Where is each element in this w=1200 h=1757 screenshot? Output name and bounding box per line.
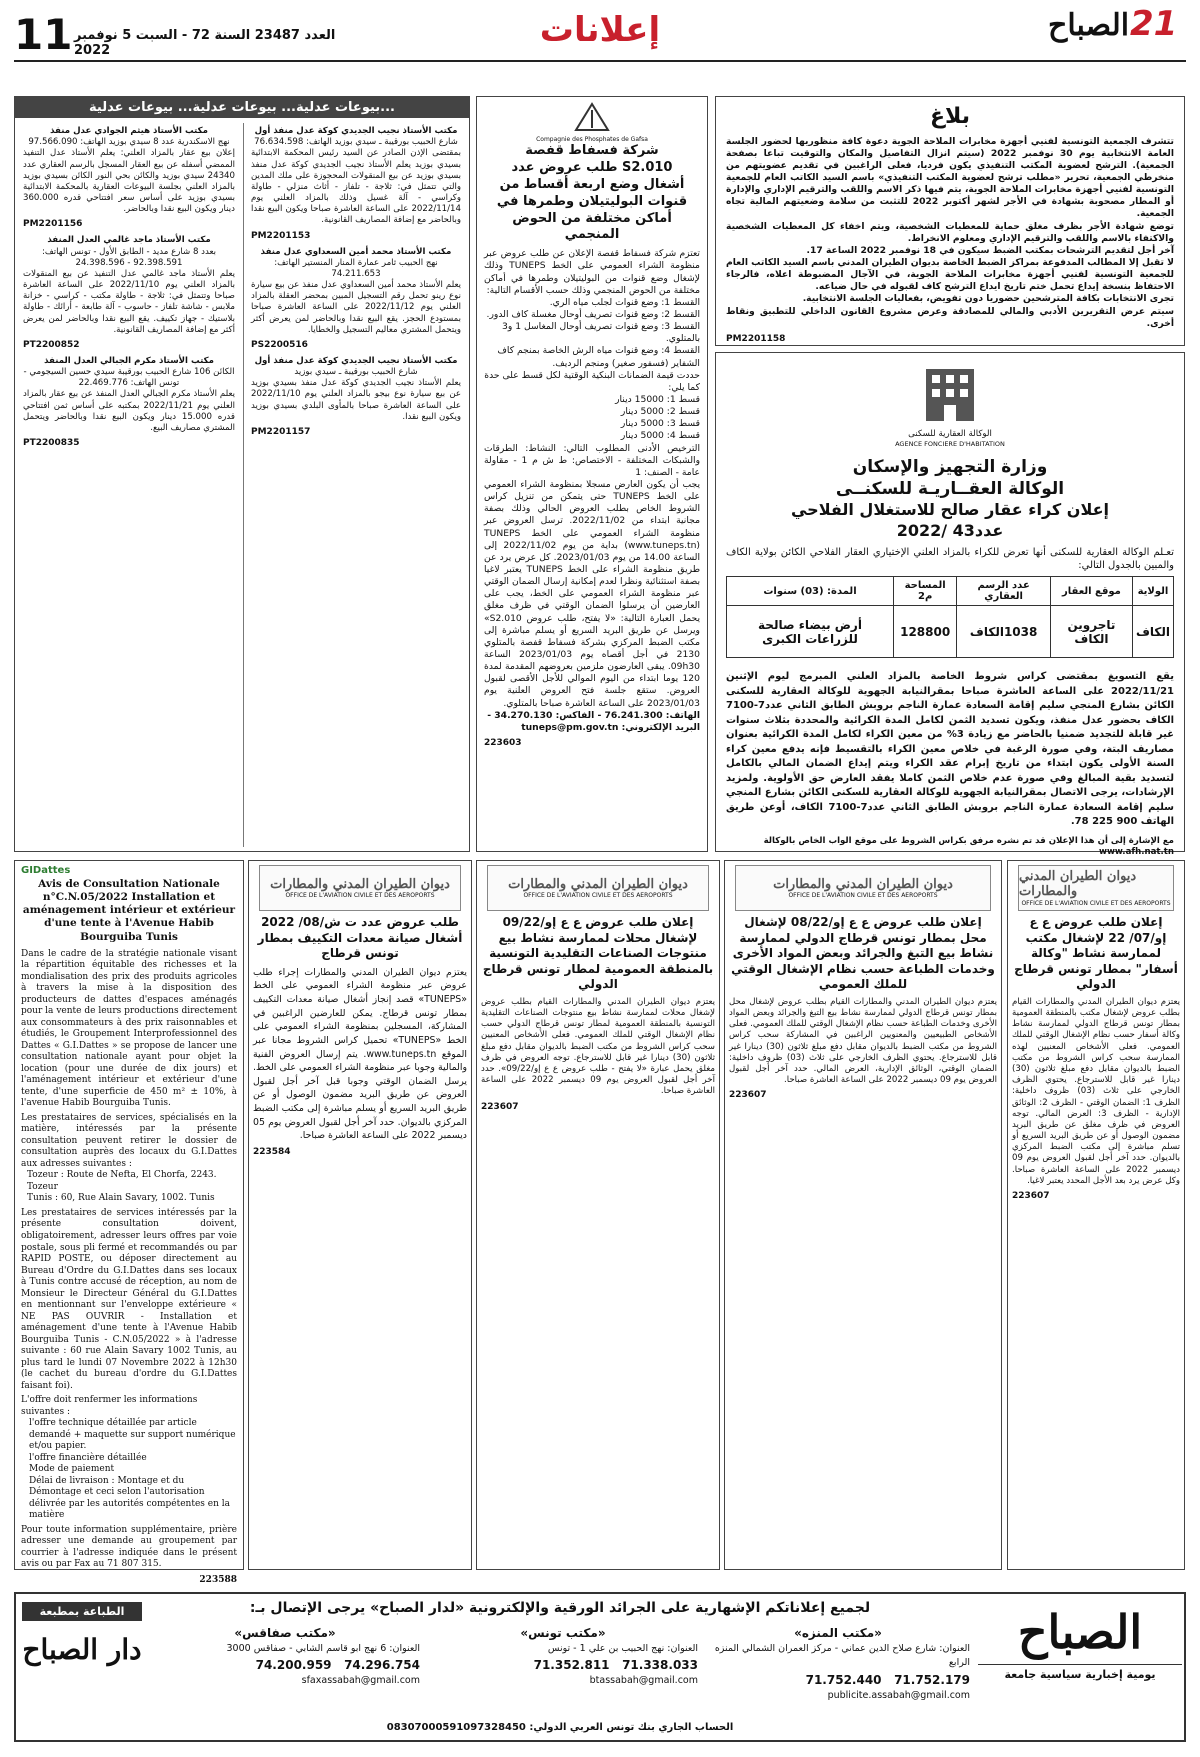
header-rule — [14, 60, 1186, 62]
gidattes-item: l'offre technique détaillée par article demandé + maquette sur support numérique et/ou papier. — [29, 1418, 236, 1452]
footer-brand-sub: يومية إخبارية سياسية جامعة — [978, 1664, 1182, 1681]
footer-print-label: الطباعة بمطبعة — [22, 1602, 142, 1621]
office-address: العنوان: 6 نهج ابو قاسم الشابي - صفاقس 3000 — [226, 1643, 420, 1654]
judicial-text: يعلم الأستاذ محمد أمين السعداوي عدل منفذ عن بيع سيارة نوع رينو تحمل رقم التسجيل المبين بمحضر العقلة بالمزاد العلني يوم 2022/11/12 على الساعة العاشرة صباحا بمستودع الحجز. يقع البيع نقدا وبالحاضر لمن يعرض أكثر ويتحمل المشتري معاليم التسجيل والخطايا. — [251, 280, 461, 335]
oaca-logo-ar: ديوان الطيران المدني والمطارات — [270, 876, 450, 892]
gidattes-notice — [14, 860, 244, 1585]
table-header: موقع العقار — [1050, 577, 1132, 606]
guarantee-item: قسط 2: 5000 دينار — [620, 406, 700, 418]
oaca-ad-2 — [724, 860, 1002, 1570]
judicial-addr: بعدد 8 شارع مديد - الطابق الأول - تونس الهاتف: 92.398.591 - 24.398.596 — [41, 246, 217, 268]
gidattes-item: Délai de livraison : Montage et du Démontage et ceci selon l'autorisation délivrée par les autorités compétentes en la matière — [29, 1475, 230, 1521]
lot-item: القسط 4: وضع قنوات مياه الرش الخاصة بمنجم كاف الشفاير (فسفور صغير) ومنجم الرديف. — [497, 345, 700, 369]
ad-ref: PM2201153 — [251, 230, 311, 241]
page-header — [0, 0, 1200, 62]
oaca-text: يعتزم ديوان الطيران المدني والمطارات إجراء طلب عروض عبر منظومة الشراء العمومي على الخط «TUNEPS» قصد إنجاز أشغال صيانة معدات التكييف بمطار تونس قرطاج. يمكن للعارضين الراغبين في المشاركة، المسجلين بمنظومة الشراء العمومي على الخط «TUNEPS» تحميل كراس الشروط مجانا عبر الموقع www.tuneps.tn. يتم إرسال العروض الفنية والمالية وجوبا عبر منظومة الشراء العمومي على الخط. يرسل الضمان الوقتي وجوبا قبل آخر أجل لقبول العروض عن طريق البريد مضمون الوصول أو عن طريق البريد السريع أو يسلم مباشرة إلى مكتب الضبط المركزي بالديوان. حدد آخر أجل لقبول العروض يوم 05 ديسمبر 2022 على الساعة العاشرة صباحا. — [253, 966, 467, 1142]
cpg-title: أشغال وضع اربعة أقساط من قنوات البوليتيلان وطمرها في أماكن مختلفة من الحوض المنجمي — [496, 176, 688, 243]
ad-ref: PS2200516 — [251, 339, 308, 350]
announcement-bullets — [726, 221, 1174, 330]
lot-item: القسط 2: وضع قنوات تصريف أوحال مغسلة كاف الدور. — [486, 309, 700, 321]
office-phone: 74.296.754 — [344, 1658, 420, 1673]
ad-ref: PM2201158 — [726, 333, 786, 344]
ad-ref: 223588 — [199, 1574, 237, 1585]
ad-ref: PT2200835 — [23, 438, 80, 449]
office-phones — [428, 1656, 698, 1674]
footer — [14, 1592, 1186, 1742]
oaca-logo — [735, 865, 991, 911]
oaca-title: إعلان طلب عروض ع ع إو/09/22 لإشغال محلات لممارسة نشاط بيع منتوجات الصناعات التقليدية التونسية بالمنطقة العمومية لمطار تونس قرطاج الدولي — [482, 915, 714, 992]
agency-name: الوكالة العقــاريـة للسكنــى — [835, 479, 1065, 500]
judicial-addr: شارع الحبيب بورقيبة ـ سيدي بوزيد الهاتف: 76.634.598 — [254, 137, 458, 148]
office-phones — [706, 1671, 970, 1689]
judicial-item — [251, 247, 461, 350]
ad-ref: 223607 — [481, 1101, 519, 1112]
brand-logo — [1010, 4, 1186, 56]
guarantee-item: قسط 4: 5000 دينار — [620, 430, 700, 442]
oaca-ad-4 — [248, 860, 472, 1570]
judicial-item — [251, 356, 461, 437]
judicial-head: مكتب الأستاذ ماجد غالمي العدل المنفذ — [47, 235, 211, 246]
ad-ref: PM2201156 — [23, 219, 83, 230]
notice-footer-text: مع الإشارة إلى أن هذا الإعلان قد تم نشره مرفق بكراس الشروط على موقع الواب الخاص بالوكالة — [763, 835, 1174, 846]
bullet: توضع شهادة الأجر بظرف مغلق حماية للمعطيات الشخصية، ويتم اخفاء كل المعطيات الشخصية والاكتفاء بالاسم واللقب والترقيم الإداري ومعلوم الانخراط. — [726, 220, 1174, 244]
gidattes-title: Avis de Consultation Nationale n°C.N.05/2022 Installation et aménagement intérieur et extérieur d'une tente à l'Avenue Habib Bourguiba Tunis — [22, 878, 236, 943]
notice-body: يقع التسويغ بمقتضى كراس شروط الخاصة بالمزاد العلني المبرمج ليوم الإثنين 2022/11/21 على الساعة العاشرة صباحا بمقرالنيابة الجهوية للوكالة العقارية للسكنى الكائن بشارع المنجي سليم إقامة السعادة عمارة الناجم بروبش الطابق الثاني عدد7-7100 الكاف بحضور عدل منفذ، ويكون تسديد الثمن لكامل المدة الكرائية والمحددة بثلاث سنوات غير قابلة للتجديد ضمنيا بالحاضر مع زيادة 3% من معين الكراء لكامل المدة الكرائية بعنوان مصاريف البتة، وفي صورة الرغبة في خلاص معين الكراء بالتقسيط فإنه يدفع معين كراء السنة الأولى يكون ابتداء من تاريخ إبرام عقد الكراء ويتم إيداع الضمان المالي بالكامل لتسديد بقية المبالغ وفي صورة عدم خلاص الثمن كاملا يفقد العارض حق الأولوية. ولمزيد الإرشادات، يرجى الاتصال بمقرالنيابة الجهوية للوكالة العقارية للسكنى الكائن بشارع المنجي سليم إقامة السعادة عمارة الناجم بروبش الطابق الثاني عدد7-7100 الكاف، أوعن طريق الهاتف 900 225 78. — [726, 671, 1174, 828]
office-phones — [150, 1656, 420, 1674]
judicial-item — [23, 126, 235, 229]
agency-logo-label: الوكالة العقارية للسكنى — [908, 429, 992, 439]
office-phone: 71.752.440 — [805, 1672, 882, 1687]
cpg-logo-icon — [574, 102, 610, 132]
judicial-head: مكتب الأستاذ نجيب الجديدي كوكة عدل منفذ أول — [254, 126, 458, 136]
judicial-item — [23, 356, 235, 448]
agency-logo — [910, 365, 990, 429]
oaca-logo-ar: ديوان الطيران المدني والمطارات — [1019, 868, 1137, 900]
page-number: 11 — [14, 10, 73, 59]
table-cell: الكاف — [1132, 606, 1173, 658]
gidattes-item: l'offre financière détaillée — [29, 1452, 147, 1463]
judicial-sales — [14, 96, 470, 852]
office-name: «مكتب تونس» — [520, 1626, 606, 1640]
gidattes-para3: Les prestataires de services intéressés par la présente consultation doivent, obligatoirement, adresser leurs offres par voie postale, sous pli fermé et recommandés ou par RAPID POSTE, ou déposer directement au Bureau d'Ordre du G.I.Dattes dans ses locaux à Tunis contre accusé de réception, au nom de Monsieur le Directeur Général du G.I.Dattes en mentionnant sur l'enveloppe extérieure « NE PAS OUVRIR - Installation et aménagement d'une tente à l'Avenue Habib Bourguiba Tunis - C.N.05/2022 » à l'adresse suivante : 60 rue Alain Savary 1002 Tunis, au plus tard le lundi 07 Novembre 2022 à 12h30 (le cachet du bureau d'ordre du G.I.Dattes faisant foi). — [21, 1207, 237, 1391]
oaca-logo — [487, 865, 709, 911]
notice-title: إعلان كراء عقار صالح للاستغلال الفلاحي — [790, 500, 1110, 520]
judicial-head: مكتب الأستاذ هيثم الجوادي عدل منفذ — [50, 126, 208, 136]
gidattes-address: Tozeur : Route de Nefta, El Chorfa, 2243. Tozeur — [27, 1170, 217, 1192]
bullet: آخر أجل لتقديم الترشحات بمكتب الضبط سيكون في 18 نوفمبر 2022 الساعة 17. — [806, 244, 1174, 256]
judicial-addr: شارع الحبيب بورقيبة ـ سيدي بوزيد — [294, 367, 418, 378]
notice-intro: تعـلم الوكالة العقارية للسكنى أنها تعرض للكراء بالمزاد العلني الإختياري العقار الفلاحي الكائن بولاية الكاف والمبين بالجدول التالي: — [726, 546, 1174, 572]
ad-ref: 223603 — [484, 737, 522, 748]
oaca-logo — [1018, 865, 1174, 911]
judicial-text: يعلم الأستاذ ماجد غالمي عدل التنفيذ عن بيع المنقولات بالمزاد العلني يوم 2022/11/10 على الساعة العاشرة صباحا وتتمثل في: ثلاجة - طاولة مكتب - كراسي - خزانة ملابس - شاشة تلفاز - حاسوب - آلة طابعة - أرائك - طاولة بلاستيك - جهاز تكييف. يقع البيع نقدا وبالحاضر لمن يعرض أكثر مع إضافة المصاريف القانونية. — [23, 268, 235, 335]
judicial-col-left — [19, 123, 239, 847]
oaca-title: إعلان طلب عروض ع ع إو/08/22 لإشغال محل بمطار تونس قرطاج الدولي لممارسة نشاط بيع التبغ والجرائد وبعض المواد الأخرى وخدمات الطباعة حسب نظام الإشغال الوقتي للملك العمومي — [731, 915, 995, 992]
footer-print — [22, 1602, 142, 1732]
footer-office-tunis — [428, 1624, 698, 1736]
judicial-item — [251, 126, 461, 241]
guarantee-item: قسط 1: 15000 دينار — [615, 394, 700, 406]
table-header: المدة: (03) سنوات — [727, 577, 894, 606]
oaca-text: يعتزم ديوان الطيران المدني والمطارات القيام بطلب عروض لإشغال محلات لممارسة نشاط بيع منتوجات الصناعات التقليدية التونسية بالمنطقة العمومية لمطار تونس قرطاج الدولي حسب نظام الإشغال الوقتي للملك العمومي. فعلى الأشخاص المعنيين سحب كراس الشروط من مكتب الضبط بالديوان مقابل دفع مبلغ ثلاثون (30) دينارا غير قابل للاسترجاع. توجه العروض في ظرف مغلق يحمل عبارة «لا يفتح - طلب عروض ع ع إو/09/22». حدد آخر أجل لقبول العروض يوم 09 ديسمبر 2022 على الساعة العاشرة صباحا. — [481, 996, 716, 1097]
table-cell: أرض بيضاء صالحة للزراعات الكبرى — [727, 606, 894, 658]
oaca-logo — [259, 865, 461, 911]
judicial-text: بمقتضى الإذن الصادر عن السيد رئيس المحكمة الابتدائية بسيدي بوزيد يعلم الأستاذ نجيب الجديدي كوكة عدل منفذ بسيدي بوزيد عن بيع المنقولات المحجوزة على ملك المدين والتي تتمثل في: ثلاجة - تلفاز - أثاث منزلي - طاولة وكراسي - آلة غسيل وذلك بالمزاد العلني يوم 2022/11/14 على الساعة العاشرة صباحا ويكون البيع نقدا وبالحاضر مع إضافة المصاريف القانونية. — [251, 148, 461, 226]
judicial-band: بيوعات عدلية... بيوعات عدلية... بيوعات عدلية... — [15, 97, 469, 118]
building-icon — [920, 365, 980, 425]
office-phone: 71.338.033 — [622, 1658, 698, 1673]
oaca-ad-1 — [1007, 860, 1185, 1570]
bullet: لا تقبل إلا المطالب المدفوعة بمراكز الضبط الخاصة بديوان الطيران المدني باسم السيد الكاتب العام للجمعية التونسية لفنيي أجهزة مخابرات الملاحة الجوية، في الآجال المضبوطة اعلاه، فالرجاء الاحتفاظ بنسخة إيداع تحمل ختم تاريخ ايداع الترشح كاف لقبوله في حال ضياعه. — [726, 257, 1174, 293]
footer-bank: الحساب الجاري بنك تونس العربي الدولي: 08307000591097328450 — [386, 1722, 734, 1733]
table-header: الولاية — [1132, 577, 1173, 606]
office-email[interactable]: publicite.assabah@gmail.com — [827, 1689, 970, 1701]
gidattes-address: Tunis : 60, Rue Alain Savary, 1002. Tunis — [27, 1193, 215, 1204]
office-name: «مكتب صفاقس» — [234, 1626, 336, 1640]
property-table — [726, 576, 1174, 658]
oaca-title: طلب عروض عدد ت ش/08/ 2022 أشغال صيانة معدات التكييف بمطار تونس قرطاج — [257, 915, 463, 961]
judicial-text: يعلم الأستاذ مكرم الجبالي العدل المنفذ عن بيع عقار بالمزاد العلني يوم 2022/11/21 بمكتبه على أساس ثمن افتتاحي قدره 15.000 دينار ويكون البيع نقدا وبالحاضر ويتحمل المشتري مصاريف البيع. — [23, 389, 235, 433]
guarantee-item: قسط 3: 5000 دينار — [620, 418, 700, 430]
judicial-divider — [243, 123, 244, 847]
oaca-logo-fr: OFFICE DE L'AVIATION CIVILE ET DES AEROPORTS — [788, 892, 938, 900]
notice-number: عدد43 /2022 — [896, 521, 1004, 541]
gidattes-para1: Dans le cadre de la stratégie nationale visant la répartition équitable des richesses et la mondialisation des prix des produits agricoles à travers la mise à la disposition des producteurs de dattes d'espaces aménagés pour la vente de leurs productions directement aux consommateurs à des prix raisonnables et étudiés, le Groupement Interprofessionnel des Dattes « G.I.Dattes » se propose de lancer une consultation nationale ayant pour objet la location (pour une durée de dix jours) et l'aménagement intérieur et extérieur d'une tente, d'une superficie de 450 m² ± 10%, à l'avenue Habib Bourguiba Tunis. — [21, 948, 237, 1109]
table-cell: 1038الكاف — [957, 606, 1051, 658]
announcement-box — [715, 96, 1185, 346]
office-address: العنوان: شارع صلاح الدين عماني - مركز العمران الشمالي المنزه الرابع — [714, 1643, 970, 1669]
footer-office-menzah — [706, 1624, 970, 1736]
gidattes-para5: Pour toute information supplémentaire, prière adresser une demande au groupement par courrier à l'adresse indiquée dans le présent avis ou par Fax au 71 807 315. — [21, 1524, 237, 1570]
footer-office-sfax — [150, 1624, 420, 1736]
judicial-head: مكتب الأستاذ نجيب الجديدي كوكة عدل منفذ أول — [254, 355, 458, 366]
table-cell: 128800 — [894, 606, 957, 658]
gidattes-logo: GIDattes — [21, 865, 71, 876]
office-phone: 74.200.959 — [255, 1658, 332, 1673]
bullet: سيتم عرض التقريرين الأدبي والمالي للمصادقة وعرض مشروع القانون الداخلي للتطبيق ونقاط أخرى. — [726, 305, 1174, 329]
ad-ref: 223607 — [729, 1090, 767, 1101]
gidattes-para4: L'offre doit renfermer les informations suivantes : — [21, 1395, 198, 1417]
office-email[interactable]: sfaxassabah@gmail.com — [301, 1675, 420, 1687]
office-phone: 71.352.811 — [533, 1658, 610, 1673]
cpg-logo-label: Compagnie des Phosphates de Gafsa — [536, 136, 648, 143]
office-address: العنوان: نهج الحبيب بن علي 1 - تونس — [547, 1643, 698, 1654]
oaca-logo-ar: ديوان الطيران المدني والمطارات — [508, 876, 688, 892]
office-email[interactable]: btassabah@gmail.com — [589, 1675, 698, 1687]
notice-footer — [726, 836, 1174, 858]
footer-brand — [978, 1600, 1182, 1736]
ad-ref: 223607 — [1012, 1190, 1050, 1201]
cpg-body: يجب أن يكون العارض مسجلا بمنظومة الشراء العمومي على الخط TUNEPS حتى يتمكن من تنزيل كراس الشروط الخاص بطلب العروض الحالي وذلك بصفة مجانية ابتداء من 2022/11/02. ترسل العروض عبر منظومة الشراء العمومي على الخط TUNEPS (www.tuneps.tn) بداية من يوم 2022/11/02 إلى الساعة 14.00 من يوم 2023/01/03. كل عرض يرد عن طريق منظومة الشراء على الخط TUNEPS يعتبر لاغيا بصفة استثنائية ونظرا لعدم إمكانية إرسال الضمان الوقتي عبر منظومة الشراء العمومي على الخط، يجب على العارضين أن يرسلوا الضمان الوقتي في ظرف مغلق يحمل العبارة التالية: «لا يفتح، طلب عروض S2.010» ويرسل عن طريق البريد السريع أو يسلم مباشرة إلى مكتب الضبط المركزي بشركة فسفاط قفصة بالمتلوي 2130 في أجل أقصاه يوم 2023/01/03 الساعة 09h30. يبقى العارضون ملزمين بعروضهم المقدمة لمدة 120 يوما ابتداء من اليوم الموالي للأجل الأقصى لقبول العروض. ستقع جلسة فتح العروض العلنية يوم 2023/01/03 على الساعة العاشرة صباحا بالمتلوي. — [484, 479, 701, 709]
afh-notice — [715, 352, 1185, 857]
ad-ref: PM2201157 — [251, 426, 311, 437]
cpg-guarantee-intro: حددت قيمة الضمانات البنكية الوقتية لكل قسط على حدة كما يلي: — [484, 369, 700, 393]
oaca-text: يعتزم ديوان الطيران المدني والمطارات القيام بطلب عروض لإشغال مكتب بالمنطقة العمومية بمطار تونس قرطاج الدولي لممارسة نشاط وكالة أسفار حسب نظام الإشغال الوقتي للملك العمومي. فعلى الأشخاص المعنيين لهذه الممارسة سحب كراس الشروط من مكتب الضبط بالديوان مقابل دفع مبلغ ثلاثون (30) دينارا غير قابل للاسترجاع. يحتوي الظرف الخارجي على ثلاث (03) ظروف داخلية: الظرف 1: الضمان الوقتي - الظرف 2: الوثائق الإدارية - الظرف 3: العرض المالي. توجه العروض في ظرف مغلق عن طريق البريد مضمون الوصول أو عن طريق البريد السريع أو تسلم مباشرة إلى مكتب الضبط المركزي بالديوان. حدد آخر أجل لقبول العروض يوم 09 ديسمبر 2022 على الساعة العاشرة صباحا. وكل عرض يرد بعد الأجل المحدد يعتبر لاغيا. — [1012, 996, 1181, 1186]
cpg-contact: الهاتف: 76.241.300 - الفاكس: 34.270.130 - البريد الإلكتروني: tuneps@pm.gov.tn — [487, 709, 700, 733]
judicial-addr: الكائن 106 شارع الحبيب بورقيبة سيدي حسين السيجومي - تونس الهاتف: 22.469.776 — [23, 367, 235, 389]
agency-website[interactable]: www.afh.nat.tn — [1099, 847, 1174, 857]
lot-item: القسط 3: وضع قنوات تصريف أوحال المغاسل 1 و3 بالمتلوي. — [502, 321, 700, 345]
office-phone: 71.752.179 — [894, 1672, 970, 1687]
bullet: تجرى الانتخابات بكافة المترشحين حضوريا دون تفويض، بفعاليات الجلسة الانتخابية. — [802, 293, 1174, 305]
judicial-head: مكتب الأستاذ محمد أمين السعداوي عدل منفذ — [260, 246, 452, 257]
cpg-licence: الترخيص الأدنى المطلوب التالي: النشاط: الطرقات والشبكات المختلفة - الاختصاص: ط ش م 1 - مقاولة عامة - الصنف: 1 — [484, 442, 701, 478]
cpg-lots — [484, 297, 700, 370]
cpg-company: شركة فسفاط قفصة — [525, 143, 659, 158]
cpg-notice — [476, 96, 708, 852]
logo-number: 21 — [1130, 4, 1178, 44]
oaca-logo-ar: ديوان الطيران المدني والمطارات — [773, 876, 953, 892]
judicial-addr: نهج الاسكندرية عدد 8 سيدي بوزيد الهاتف: 97.566.090 — [28, 137, 230, 148]
table-cell: تاجروين الكاف — [1050, 606, 1132, 658]
cpg-intro: تعتزم شركة فسفاط قفصة الإعلان عن طلب عروض عبر منظومة الشراء العمومي على الخط TUNEPS وذلك لإشغال وضع قنوات من البوليتيلان وطمرها في أماكن مختلفة من الحوض المنجمي وذلك حسب الأقسام التالية: — [484, 248, 700, 296]
footer-print-brand: دار الصباح — [22, 1633, 142, 1666]
oaca-title: إعلان طلب عروض ع ع إو/07/ 22 لإشغال مكتب لممارسة نشاط "وكالة أسفار" بمطار تونس قرطاج الدولي — [1014, 915, 1178, 992]
lot-item: القسط 1: وضع قنوات لجلب مياه الري. — [549, 296, 700, 308]
judicial-head: مكتب الأستاذ مكرم الجبالي العدل المنفذ — [44, 355, 214, 366]
oaca-ad-3 — [476, 860, 720, 1570]
logo-brand: الصباح — [1048, 8, 1130, 43]
cpg-tender: طلب عروض عدد S2.010 — [511, 159, 673, 175]
gidattes-item: Mode de paiement — [29, 1464, 115, 1475]
judicial-col-right — [247, 123, 465, 847]
announcement-text: تتشرف الجمعية التونسية لفنيي أجهزة مخابرات الملاحة الجوية دعوة كافة منظوريها لحضور الجلسة العامة الانتخابية يوم 30 نوفمبر 2022 (سيتم انزال التفاصيل والمكان والتوقيت تباعا بصفحة الجمعية). الترشح لعضوية المكتب التنفيذي يكون فرديا، فعلى الراغبين في تقديم عضويتهم من منخرطي الجمعية، تحرير «مطلب ترشح لعضوية المكتب التنفيذي» باسم السيد الكاتب العام للجمعية التونسية لفنيي أجهزة مخابرات الملاحة الجوية، يتم فيها ذكر الاسم واللقب والترقيم الإداري والإدارة أو المطار مصحوبة بشهادة في الأجر لشهر أكتوبر 2022 للتثبت من سلامة وضعيتهم المالية تجاه الجمعية. — [726, 135, 1175, 220]
ad-ref: PT2200852 — [23, 339, 80, 350]
oaca-logo-fr: OFFICE DE L'AVIATION CIVILE ET DES AEROPORTS — [1021, 900, 1171, 907]
table-header: المساحة م2 — [894, 577, 957, 606]
oaca-logo-fr: OFFICE DE L'AVIATION CIVILE ET DES AEROPORTS — [523, 892, 673, 900]
judicial-text: إعلان بيع عقار بالمزاد العلني: يعلم الأستاذ عدل التنفيذ الممضي أسفله عن بيع العقار المسجل بالرسم العقاري عدد 24340 سيدي بوزيد والكائن بحي النور الكائن بسيدي بوزيد بالمزاد العلني بجلسة البيوعات العقارية بالمحكمة الابتدائية بسيدي بوزيد على أساس سعر افتتاحي قدره 360.000 دينار ويكون البيع نقدا وبالحاضر. — [23, 148, 235, 215]
announcement-title: بلاغ — [930, 104, 970, 129]
judicial-text: يعلم الأستاذ نجيب الجديدي كوكة عدل منفذ بسيدي بوزيد عن بيع سيارة نوع بيجو بالمزاد العلني يوم 2022/11/10 على الساعة العاشرة صباحا بالمأوى البلدي بسيدي بوزيد ويكون البيع نقدا. — [251, 378, 461, 422]
footer-heading: لجميع إعلاناتكم الإشهارية على الجرائد الورقية والإلكترونية «لدار الصباح» يرجى الإتصال بـ: — [249, 1600, 871, 1616]
footer-brand-name: الصباح — [1017, 1605, 1143, 1659]
issue-info: العدد 23487 السنة 72 - السبت 5 نوفمبر 2022 — [74, 28, 336, 58]
oaca-text: يعتزم ديوان الطيران المدني والمطارات القيام بطلب عروض لإشغال محل بمطار تونس قرطاج الدولي لممارسة نشاط بيع التبغ والجرائد وبعض المواد الأخرى وخدمات الطباعة حسب نظام الإشغال الوقتي للملك العمومي. فعلى الأشخاص الطبيعيين والمعنويين الراغبين في المشاركة سحب كراس الشروط من مكتب الضبط بالديوان مقابل دفع مبلغ ثلاثون (30) دينارا غير قابل للاسترجاع. يحتوي الظرف الخارجي على ثلاث (03) ظروف داخلية: الضمان الوقتي، الوثائق الإدارية، العرض المالي. حدد آخر أجل لقبول العروض يوم 09 ديسمبر 2022 على الساعة العاشرة صباحا. — [729, 996, 997, 1086]
oaca-logo-fr: OFFICE DE L'AVIATION CIVILE ET DES AEROPORTS — [285, 892, 435, 900]
cpg-guarantees — [484, 394, 700, 443]
cpg-logo — [484, 102, 700, 143]
judicial-addr: نهج الحبيب ثامر عمارة المنار المنستير الهاتف: 74.211.653 — [274, 257, 438, 279]
table-header: عدد الرسم العقاري — [957, 577, 1051, 606]
gidattes-para2: Les prestataires de services, spécialisés en la matière, intéressés par la présente consultation peuvent retirer le dossier de consultation auprès des locaux du G.I.Dattes aux adresses suivantes : — [21, 1112, 237, 1169]
section-title: إعلانات — [539, 10, 661, 50]
judicial-item — [23, 235, 235, 350]
office-name: «مكتب المنزه» — [794, 1626, 882, 1640]
ministry-name: وزارة التجهيز والإسكان — [852, 457, 1048, 478]
ad-ref: 223584 — [253, 1146, 291, 1157]
agency-logo-fr: AGENCE FONCIERE D'HABITATION — [895, 440, 1005, 449]
